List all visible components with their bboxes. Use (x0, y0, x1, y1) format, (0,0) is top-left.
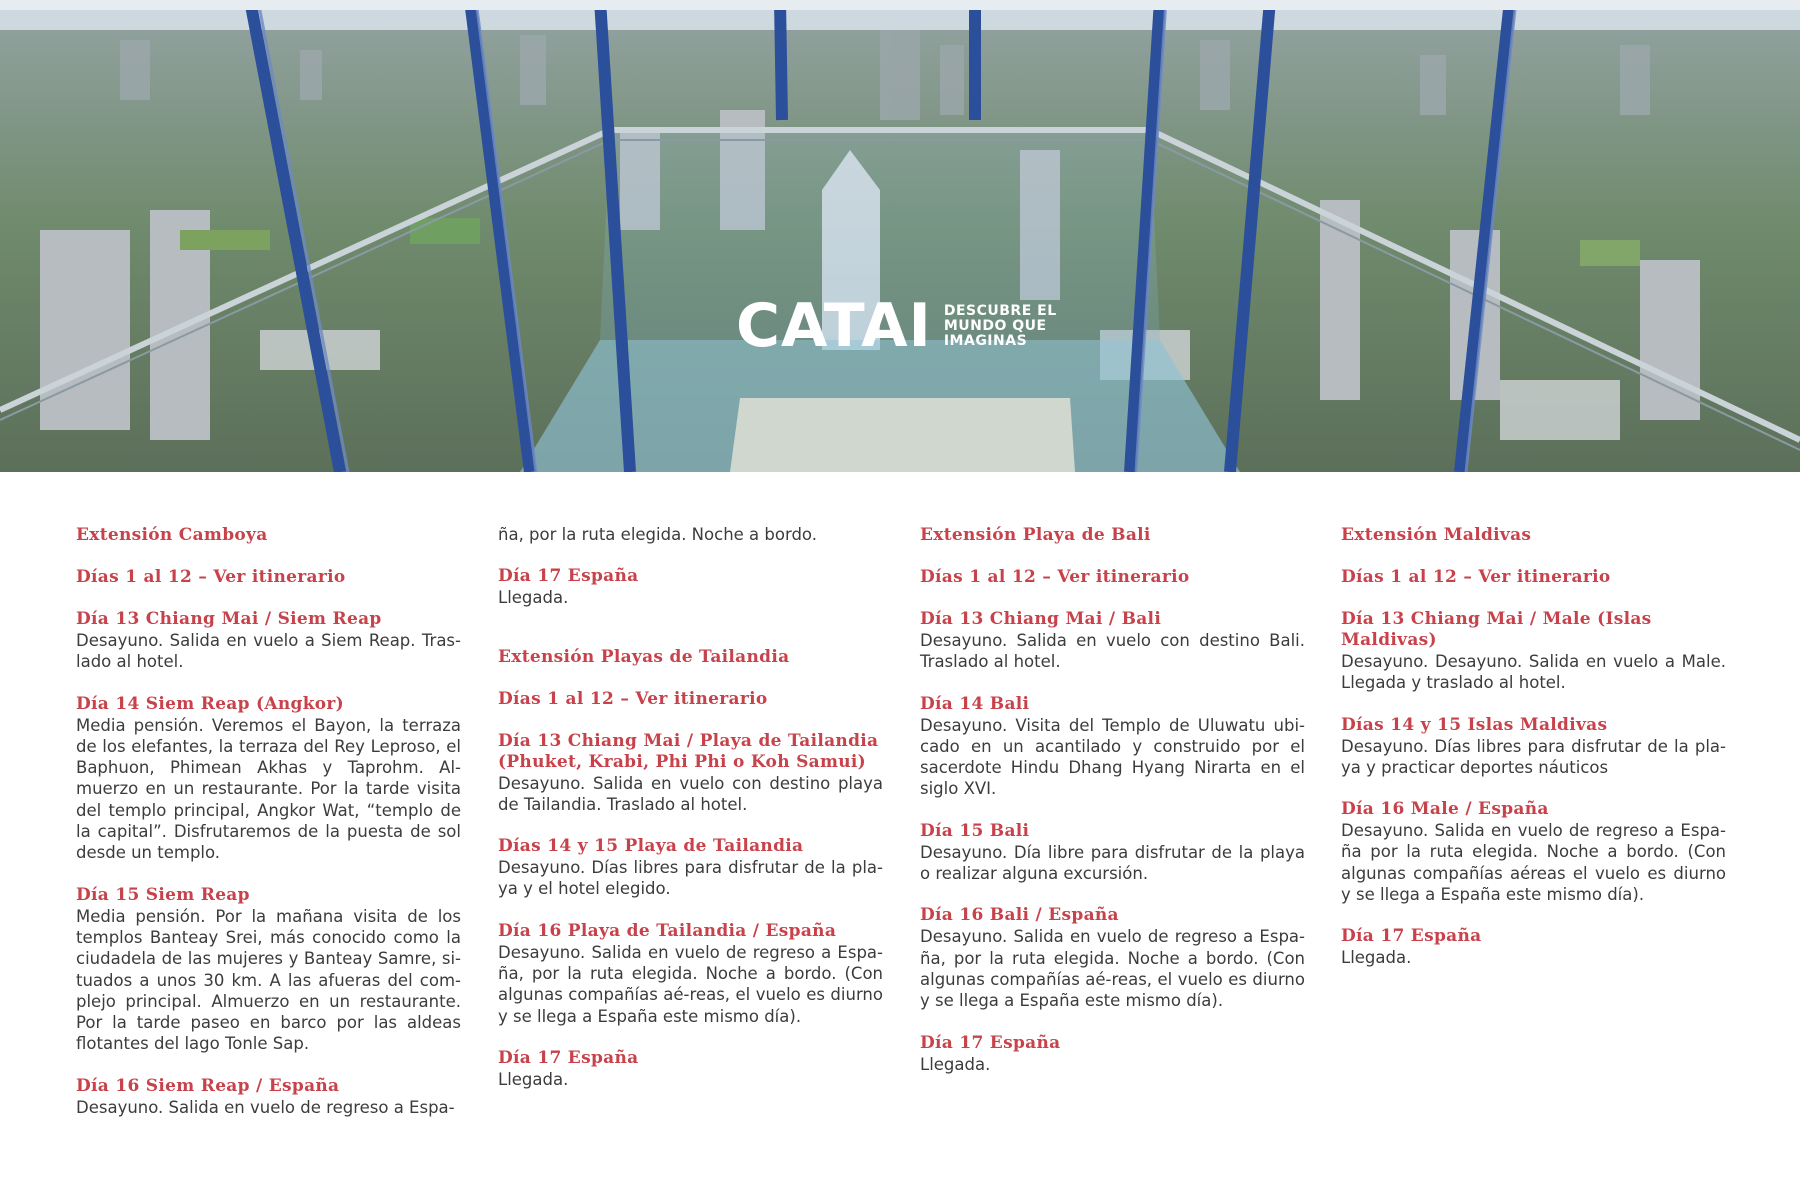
day-title: Día 16 Playa de Tailandia / España (498, 920, 837, 941)
day-description: Desayuno. Salida en vuelo con destino playa de Tailandia. Traslado al hotel. (498, 773, 883, 814)
day-description: Llegada. (498, 588, 569, 608)
day-title: Día 17 España (920, 1032, 1061, 1053)
day-title: Día 17 España (498, 566, 639, 587)
column-maldivas (1341, 525, 1726, 990)
day-title: Día 17 España (498, 1047, 639, 1068)
day-title: Día 13 Chiang Mai / Playa de Tailandia (Phuket, Krabi, Phi Phi o Koh Samui) (498, 730, 879, 772)
logo-wordmark: CATAI (736, 291, 932, 361)
day-title: Días 14 y 15 Islas Maldivas (1341, 714, 1608, 735)
day-description: Llegada. (498, 1069, 569, 1089)
day-description: Media pensión. Veremos el Bayon, la terraza de los elefantes, la terraza del Rey Leproso, el Baphuon, Phimean Akhas y Taprohm. Al-muerzo en un restaurante. Por la tarde visita del templo principal, Angkor Wat, “templo de la capital”. Disfrutaremos de la puesta de sol desde un templo. (76, 715, 461, 863)
day-title: Día 15 Siem Reap (76, 884, 250, 905)
itinerary-reference: Días 1 al 12 – Ver itinerario (1341, 567, 1611, 587)
day-description: Desayuno. Salida en vuelo con destino Bali. Traslado al hotel. (920, 631, 1305, 672)
day-description: Desayuno. Salida en vuelo de regreso a Espa-ña, por la ruta elegida. Noche a bordo. (Con algunas compañías aé-reas, el vuelo es diurno y se llega a España este mismo día). (498, 942, 883, 1026)
day-title: Días 14 y 15 Playa de Tailandia (498, 836, 804, 857)
catai-logo (736, 291, 1074, 361)
extension-title: Extensión Camboya (76, 525, 268, 545)
itinerary-reference: Días 1 al 12 – Ver itinerario (920, 567, 1190, 587)
itinerary-columns (0, 525, 1800, 1125)
day-description: Desayuno. Desayuno. Salida en vuelo a Male. Llegada y traslado al hotel. (1341, 652, 1726, 693)
day-description: Desayuno. Día libre para disfrutar de la playa o realizar alguna excursión. (920, 842, 1305, 884)
day-description: Llegada. (1341, 948, 1412, 968)
day-title: Día 17 España (1341, 926, 1482, 947)
column-camboya (76, 525, 461, 1139)
column-bali (920, 525, 1305, 1096)
day-title: Día 13 Chiang Mai / Siem Reap (76, 609, 382, 629)
day-description: Llegada. (920, 1054, 991, 1074)
day-title: Día 16 Siem Reap / España (76, 1075, 340, 1096)
hero-photo (0, 0, 1800, 472)
day-title: Día 13 Chiang Mai / Male (Islas Maldivas) (1341, 609, 1652, 650)
day-description: Desayuno. Días libres para disfrutar de la pla-ya y el hotel elegido. (498, 858, 883, 899)
extension-title: Extensión Maldivas (1341, 525, 1532, 545)
day-title: Día 13 Chiang Mai / Bali (920, 609, 1162, 629)
day-description: Desayuno. Salida en vuelo a Siem Reap. Tras-lado al hotel. (76, 631, 461, 672)
continued-text: ña, por la ruta elegida. Noche a bordo. (498, 525, 817, 544)
day-title: Día 15 Bali (920, 820, 1030, 841)
day-title: Día 16 Male / España (1341, 799, 1549, 820)
day-title: Día 14 Siem Reap (Angkor) (76, 693, 345, 714)
logo-tagline: DESCUBRE EL MUNDO QUE IMAGINAS (943, 302, 1057, 349)
skydeck-city-illustration (0, 0, 1800, 472)
day-title: Día 16 Bali / España (920, 905, 1119, 926)
itinerary-reference: Días 1 al 12 – Ver itinerario (76, 567, 346, 587)
day-description: Media pensión. Por la mañana visita de los templos Banteay Srei, más conocido como la ciudadela de las mujeres y Banteay Samre, si-tuados a unos 30 km. A las afueras del com-plejo principal. Almuerzo en un restaurante. Por la tarde paseo en barco por las aldeas flotantes del lago Tonle Sap. (76, 906, 461, 1054)
extension-title: Extensión Playa de Bali (920, 525, 1151, 545)
day-title: Día 14 Bali (920, 693, 1030, 714)
day-description: Desayuno. Visita del Templo de Uluwatu ubi-cado en un acantilado y construido por el sacerdote Hindu Dhang Hyang Nirarta en el siglo XVI. (920, 715, 1305, 799)
day-description: Desayuno. Días libres para disfrutar de la pla-ya y practicar deportes náuticos (1341, 736, 1726, 777)
extension-title: Extensión Playas de Tailandia (498, 646, 790, 667)
day-description: Desayuno. Salida en vuelo de regreso a Espa-ña, por la ruta elegida. Noche a bordo. (Con algunas compañías aé-reas, el vuelo es diurno y se llega a España este mismo día). (920, 927, 1305, 1011)
day-description: Desayuno. Salida en vuelo de regreso a Espa-ña por la ruta elegida. Noche a bordo. (Con algunas compañías aéreas el vuelo es diurno y se llega a España este mismo día). (1341, 821, 1726, 905)
day-description: Desayuno. Salida en vuelo de regreso a Espa- (76, 1097, 455, 1117)
itinerary-reference: Días 1 al 12 – Ver itinerario (498, 688, 768, 709)
column-tailandia (498, 525, 883, 1111)
